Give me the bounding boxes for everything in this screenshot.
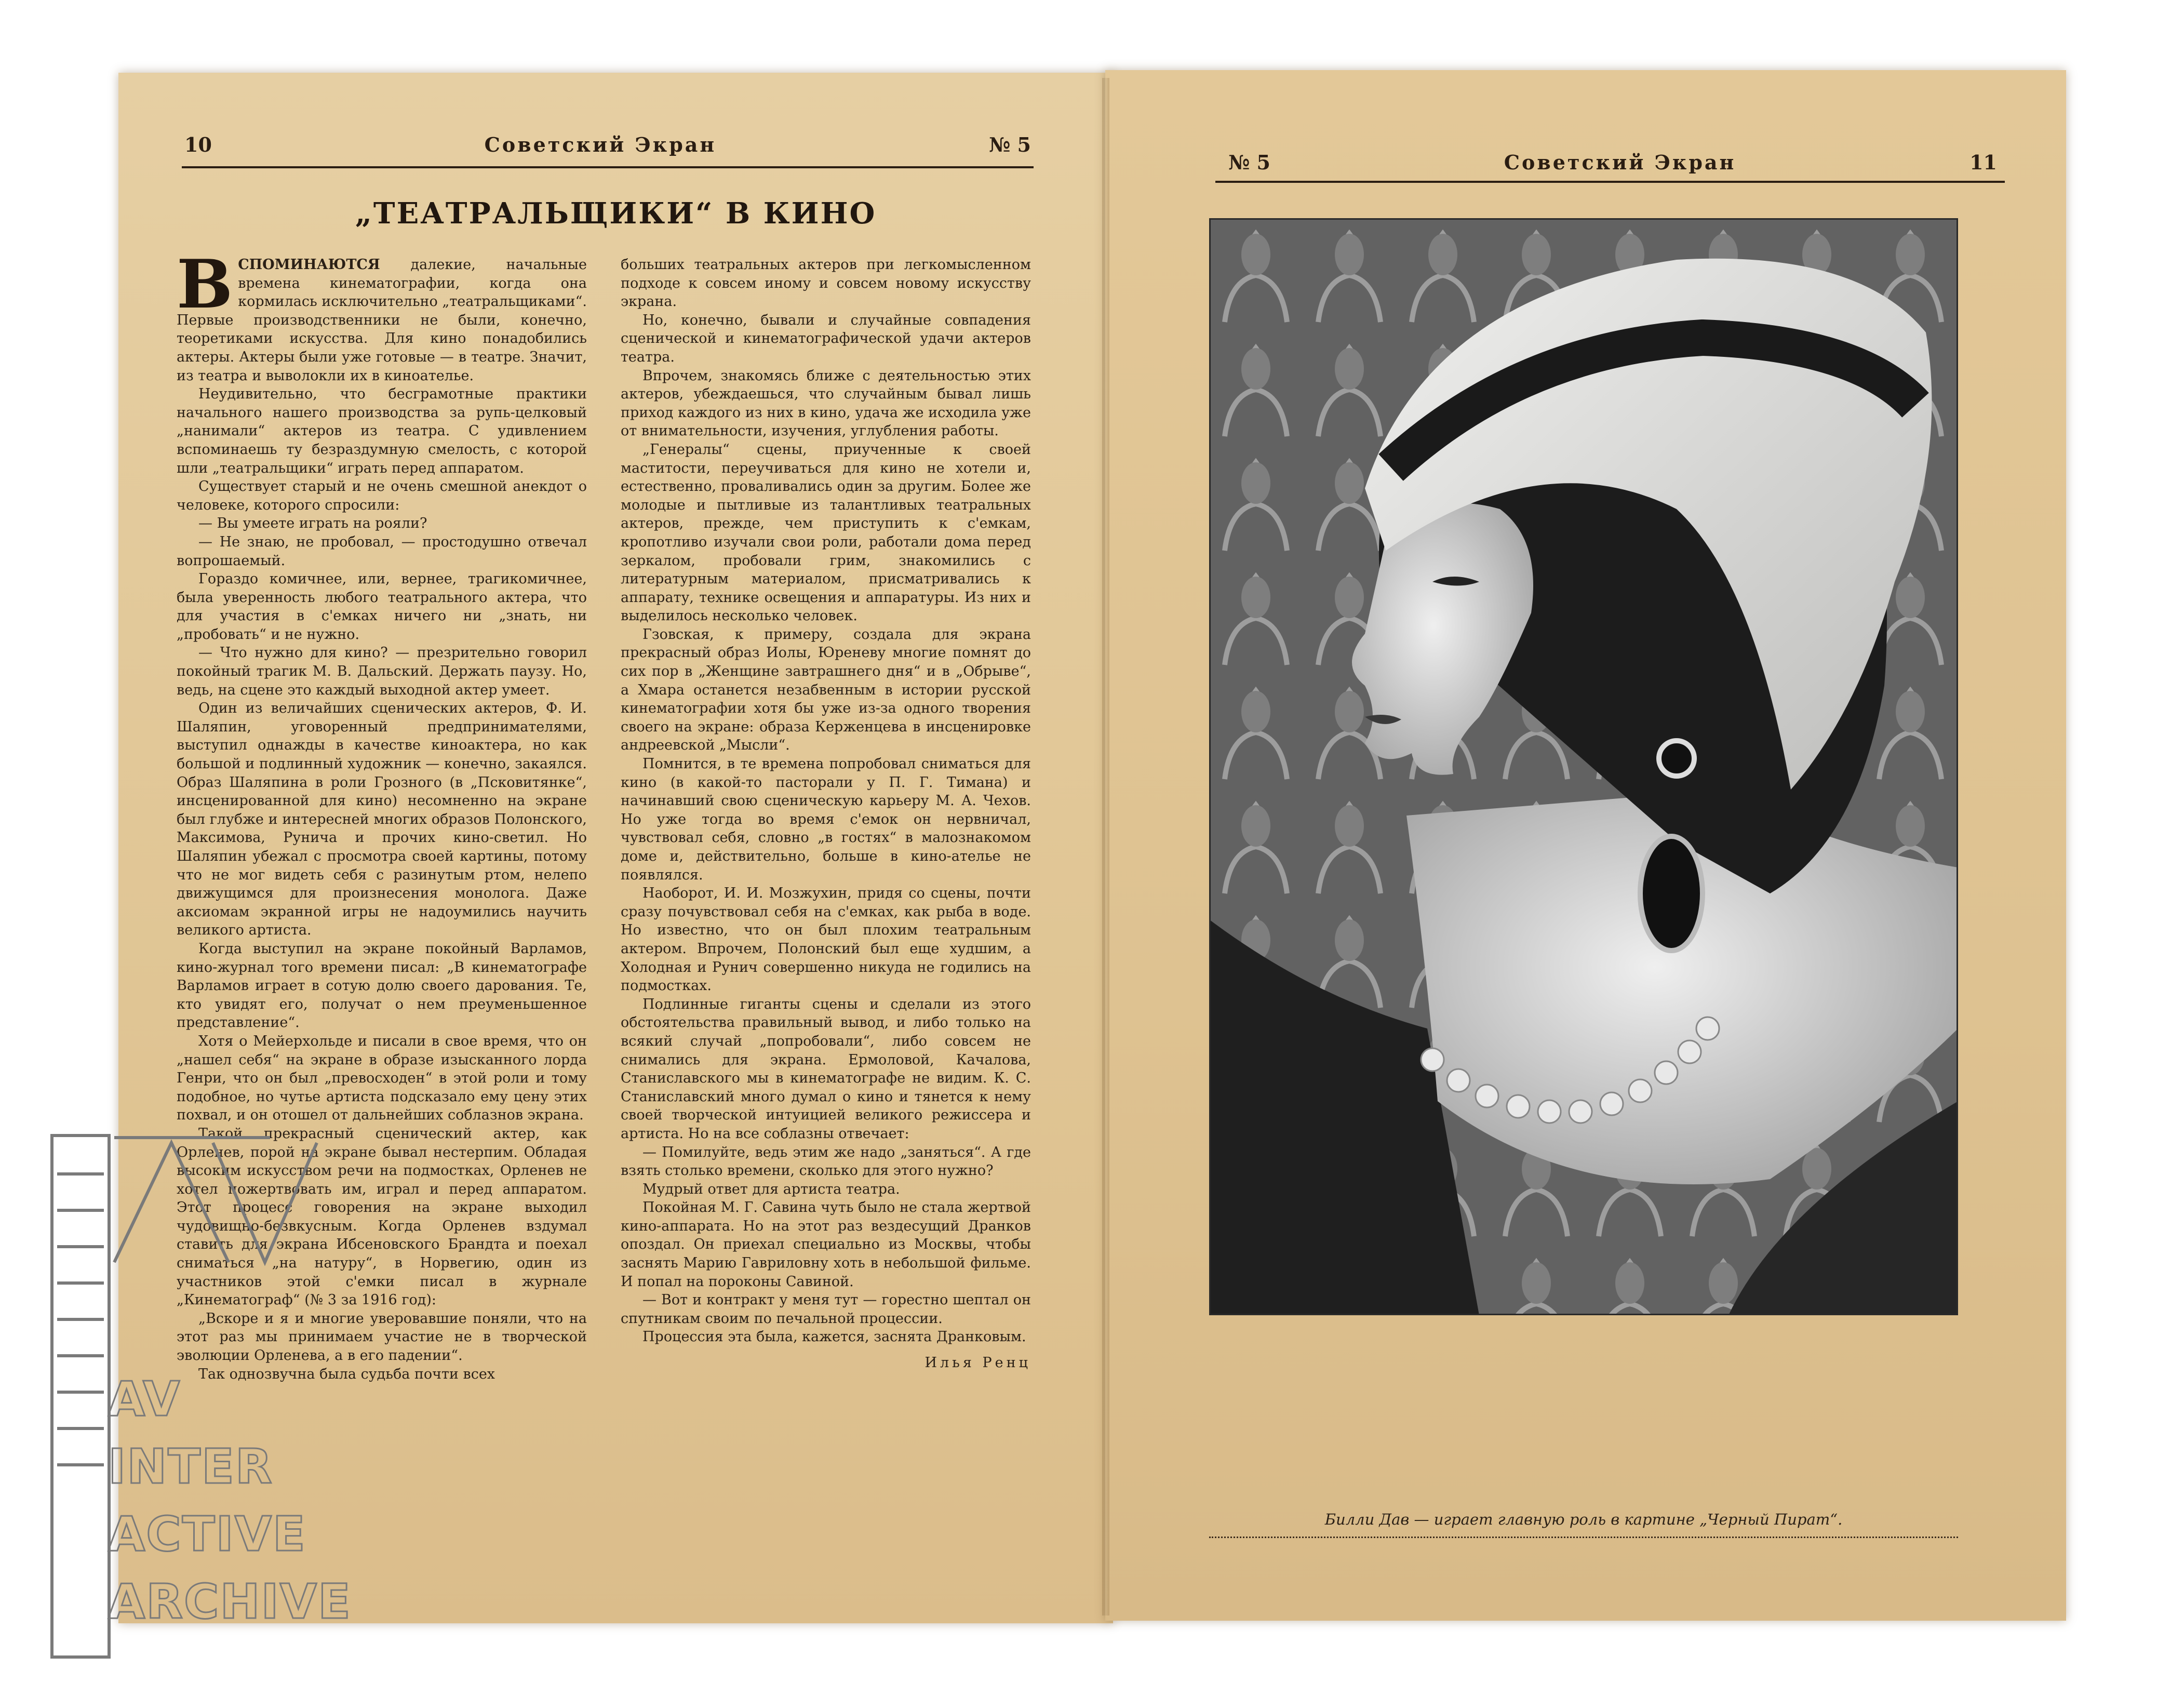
watermark-line: AV [108,1371,181,1427]
page-gutter [1102,78,1109,1615]
article-paragraph: больших театральных актеров при легкомысленном подходе к совсем иному и совсем новому искусству экрана. [621,257,1031,310]
left-issue-number: № 5 [989,133,1031,156]
article-paragraph: Существует старый и не очень смешной анекдот о человеке, которого спросили: [177,478,587,513]
article-paragraph: Мудрый ответ для артиста театра. [642,1181,900,1197]
article-paragraph: Впрочем, знакомясь ближе с деятельностью этих актеров, убеждаешься, что случайным бывал лишь приход каждого из них в кино, удача же исходила уже от внимательности, изучения, углубления работы. [621,367,1031,439]
article-paragraph: — Помилуйте, ведь этим же надо „заняться“. А где взять столько времени, сколько для этого нужно? [621,1144,1031,1179]
article-paragraph: Процессия эта была, кажется, заснята Дранковым. [642,1329,1026,1345]
left-header-rule [182,166,1034,168]
article-paragraph: „Вскоре и я и многие уверовавшие поняли, что на этот раз мы принимаем участие не в творческой эволюции Орленева, а в его падении“. [177,1310,587,1364]
article-paragraph: — Вы умеете играть на рояли? [198,515,427,532]
article-paragraph: Подлинные гиганты сцены и сделали из этого обстоятельства правильный вывод, и либо только на всякий случай „попробовали“, либо совсем не снимались для экрана. Ермоловой, Качалова, Станиславского мы в кинематографе не видим. К. С. Станиславский много думал о кино и тянется к нему своей творческой интуицией великого режиссера и артиста. Но на все соблазны отвечает: [621,996,1031,1142]
article-title: „ТЕАТРАЛЬЩИКИ“ В КИНО [355,196,877,231]
article-paragraph: Помнится, в те времена попробовал сниматься для кино (в какой-то пасторали у П. Г. Тимана) и начинавший свою сценическую карьеру М. А. Чехов. Но уже тогда во время с'емок он нервничал, чувствовал себя, словно „в гостях“ в малознакомом доме и, действительно, больше в кино-ателье не появлялся. [621,756,1031,883]
article-paragraph: Когда выступил на экране покойный Варламов, кино-журнал того времени писал: „В кинематографе Варламов играет в сотую долю своего дарования. Те, кто увидят его, получат о нем преуменьшенное представление“. [177,940,587,1031]
article-paragraph: — Что нужно для кино? — презрительно говорил покойный трагик М. В. Дальский. Держать паузу. Но, ведь, на сцене это каждый выходной актер умеет. [177,645,587,698]
article-paragraph: — Не знаю, не пробовал, — простодушно отвечал вопрошаемый. [177,533,587,569]
right-page-number: 11 [1969,151,1997,174]
drop-cap: В [177,256,233,324]
article-lead-paragraph [177,256,587,385]
caption-rule [1209,1537,1958,1538]
article-paragraph: Неудивительно, что бесграмотные практики начального нашего производства за рупь-целковый „нанимали“ актеров из театра. С удивлением вспоминаешь ту безраздумную смелость, с которой шли „театральщики“ играть перед аппаратом. [177,386,587,476]
watermark-line: ARCHIVE [108,1574,352,1630]
article-column-2 [621,256,1031,1544]
article-paragraph: Наоборот, И. И. Мозжухин, придя со сцены, почти сразу почувствовал себя на с'емках, как рыба в воде. Но известно, что он был плохим театральным актером. Впрочем, Полонский был еще худшим, а Холодная и Рунич совершенно никуда не годились на подмостках. [621,885,1031,994]
right-issue-number: № 5 [1228,151,1270,174]
right-page-header [1228,151,1997,174]
left-page-header [184,133,1031,156]
article-paragraph: Гзовская, к примеру, создала для экрана прекрасный образ Иолы, Юреневу многие помнят до сих пор в „Женщине завтрашнего дня“ и в „Обрыве“, а Хмара останется незабвенным в истории русской кинематографии хотя бы уже из-за одного творения своего на экране: образа Керженцева в инсценировке андреевской „Мысли“. [621,626,1031,754]
watermark-line: INTER [108,1439,273,1494]
author-signature: Илья Ренц [924,1355,1031,1371]
right-magazine-title: Советский Экран [1504,151,1736,174]
photo-caption: Билли Дав — играет главную роль в картине „Черный Пират“. [1324,1511,1843,1528]
left-page-number: 10 [184,133,212,156]
article-paragraph: Такой прекрасный сценический актер, как Орленев, порой на экране бывал нестерпим. Обладая высоким искусством речи на подмостках, Орленев не хотел пожертвовать им, играл и перед аппаратом. Этот процесс говорения на экране выходил чудовищно-безвкусным. Когда Орленев вздумал ставить для экрана Ибсеновского Брандта и поехал сниматься „на натуру“, в Норвегию, один из участников этой с'емки писал в журнале „Кинематограф“ (№ 3 за 1916 год): [177,1125,587,1308]
right-header-rule [1215,181,2005,183]
left-magazine-title: Советский Экран [484,133,717,156]
article-paragraph: „Генералы“ сцены, приученные к своей маститости, переучиваться для кино не хотели и, естественно, проваливались один за другим. Более же молодые и пытливые из талантливых театральных актеров, прежде, чем приступить к с'емкам, кропотливо изучали свои роли, работали дома перед зеркалом, пробовали грим, знакомились с литературным материалом, присматривались к аппарату, технике освещения и аппаратуры. Из них и выделилось несколько человек. [621,441,1031,624]
article-paragraph: Так однозвучна была судьба почти всех [198,1366,495,1382]
article-paragraph: Хотя о Мейерхольде и писали в свое время, что он „нашел себя“ на экране в образе изысканного лорда Генри, что он был „превосходен“ в этой роли и тому подобное, но чутье артиста подсказало ему цену этих похвал, и он отошел от дальнейших соблазнов экрана. [177,1033,587,1124]
portrait-illustration [1209,218,1958,1315]
article-paragraph: — Вот и контракт у меня тут — горестно шептал он спутникам своим по печальной процессии. [621,1292,1031,1327]
article-paragraph: Гораздо комичнее, или, вернее, трагикомичнее, была уверенность любого театрального актера, что для участия в с'емках ничего ни „знать, ни „пробовать“ и не нужно. [177,571,587,643]
article-paragraph: Один из величайших сценических актеров, Ф. И. Шаляпин, уговоренный предпринимателями, выступил однажды в качестве киноактера, но как большой и подлинный художник — конечно, закаялся. Образ Шаляпина в роли Грозного (в „Псковитянке“, инсценированной для кино) несомненно на экране был глубже и интересней многих образов Полонского, Максимова, Рунича и прочих кино-светил. Но Шаляпин убежал с просмотра своей картины, потому что не мог видеть себя с разинутым ртом, нелепо движущимся для произнесения монолога. Даже аксиомам экранной игры не надоумились научить великого артиста. [177,700,587,939]
article-paragraph: далекие, начальные времена кинематографии, когда она кормилась исключительно „театральщиками“. Первые производственники не были, конечно, теоретиками искусства. Для кино понадобились актеры. Актеры были уже готовые — в театре. Значит, из театра и выволокли их в киноателье. [177,257,587,384]
watermark-line: ACTIVE [108,1506,306,1562]
lead-word: СПОМИНАЮТСЯ [238,257,380,273]
portrait-photo [1209,218,1958,1315]
article-paragraph: Покойная М. Г. Савина чуть было не стала жертвой кино-аппарата. Но на этот раз вездесущий Дранков опоздал. Он приехал специально из Москвы, чтобы заснять Марию Гавриловну хоть в небольшой фильме. И попал на пороконы Савиной. [621,1199,1031,1290]
article-paragraph: Но, конечно, бывали и случайные совпадения сценической и кинематографической удачи актеров театра. [621,312,1031,365]
